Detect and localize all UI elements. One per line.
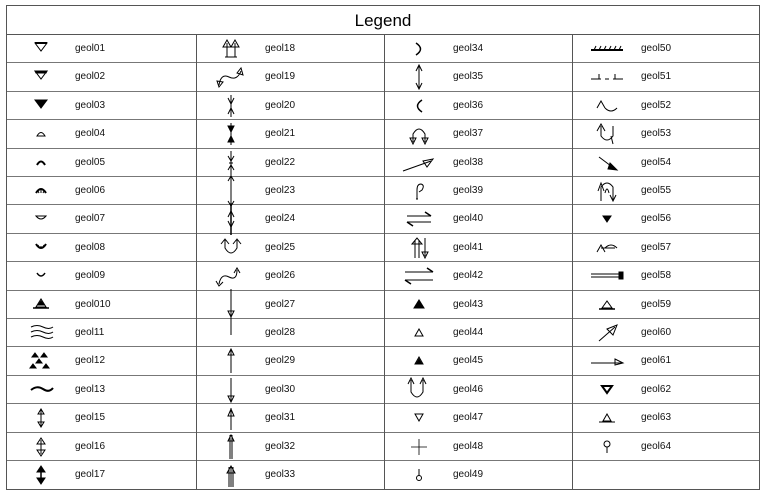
loop-arrows-icon <box>579 179 635 203</box>
legend-entry-label: geol41 <box>453 241 484 253</box>
legend-entry <box>385 433 572 461</box>
legend-entry <box>385 319 572 347</box>
long-double-arrow-icon <box>391 65 447 89</box>
legend-entry <box>197 35 384 63</box>
triangle-base-line-icon <box>579 293 635 317</box>
half-filled-triangle-down-icon <box>13 65 69 89</box>
legend-entry-label: geol03 <box>75 99 106 111</box>
legend-entry <box>197 319 384 347</box>
legend-column-3 <box>384 35 572 489</box>
diagonal-arrow-icon <box>391 151 447 175</box>
tent-on-line-icon <box>13 293 69 317</box>
legend-entry <box>385 177 572 205</box>
legend-entry-label: geol17 <box>75 469 106 480</box>
legend-entry-label: geol11 <box>75 327 105 338</box>
legend-entry-label: geol010 <box>75 298 111 310</box>
legend-entry <box>7 177 196 205</box>
long-line-arrows-icon <box>203 207 259 231</box>
legend-entry-label: geol62 <box>641 383 672 395</box>
legend-entry-label: geol64 <box>641 440 672 452</box>
diagonal-down-arrow-icon <box>579 151 635 175</box>
legend-entry <box>197 262 384 290</box>
legend-entry <box>573 63 759 91</box>
legend-entry <box>7 120 196 148</box>
legend-entry-label: geol31 <box>265 412 296 424</box>
legend-entry <box>197 291 384 319</box>
legend-entry <box>7 319 196 347</box>
legend-entry-label: geol12 <box>75 355 106 367</box>
legend-entry <box>573 205 759 233</box>
u-turn-arrows-icon <box>391 378 447 402</box>
legend-entry <box>385 262 572 290</box>
legend-entry-label: geol39 <box>453 185 484 196</box>
legend-entry <box>7 149 196 177</box>
arrow-up-double-line-icon <box>203 435 259 459</box>
open-triangle-up-icon <box>391 321 447 345</box>
legend-entry <box>197 433 384 461</box>
legend-column-2 <box>196 35 384 489</box>
legend-entry <box>7 92 196 120</box>
legend-entry <box>573 404 759 432</box>
legend-entry <box>197 149 384 177</box>
legend-entry-label: geol05 <box>75 156 106 168</box>
legend-entry-label: geol33 <box>265 469 296 480</box>
open-triangle-down-icon <box>13 37 69 61</box>
wave-line-icon <box>13 378 69 402</box>
legend-entry-label: geol01 <box>75 43 106 54</box>
legend-entry-label: geol63 <box>641 412 672 424</box>
scattered-triangles-icon <box>13 349 69 373</box>
legend-entry <box>197 177 384 205</box>
right-arrow-line-icon <box>579 349 635 373</box>
tick-arrows-icon <box>203 151 259 175</box>
triangle-curve-icon <box>579 236 635 260</box>
filled-triangle-up-icon <box>391 293 447 317</box>
legend-entry-label: geol61 <box>641 355 672 367</box>
legend-entry <box>7 63 196 91</box>
legend-entry <box>385 234 572 262</box>
legend-entry <box>573 347 759 375</box>
legend-entry-label: geol46 <box>453 383 484 395</box>
legend-entry <box>7 291 196 319</box>
legend-entry-label: geol26 <box>265 270 296 282</box>
small-arc-up-icon <box>13 122 69 146</box>
legend-entry <box>197 404 384 432</box>
legend-entry-label: geol19 <box>265 71 296 83</box>
legend-entry <box>197 376 384 404</box>
legend-entry-label: geol58 <box>641 270 672 282</box>
legend-entry-label: geol16 <box>75 440 106 452</box>
legend-entry-label: geol27 <box>265 298 296 310</box>
legend-entry-label: geol32 <box>265 440 296 452</box>
legend-entry <box>573 319 759 347</box>
legend-entry <box>7 461 196 489</box>
right-left-arrows-icon <box>391 264 447 288</box>
legend-entry-label: geol06 <box>75 185 106 196</box>
triangle-wave-icon <box>579 94 635 118</box>
legend-entry <box>385 347 572 375</box>
filled-double-arrow-vertical-icon <box>13 463 69 487</box>
cross-plus-icon <box>391 435 447 459</box>
legend-entry-label: geol56 <box>641 213 672 225</box>
dashed-tick-line-icon <box>579 65 635 89</box>
legend-entry <box>573 120 759 148</box>
legend-entry-label: geol51 <box>641 71 672 83</box>
filled-triangle-down-icon <box>13 94 69 118</box>
u-turn-up-icon <box>579 122 635 146</box>
legend-entry-label: geol48 <box>453 440 484 452</box>
legend-entry-label: geol28 <box>265 327 296 338</box>
legend-entry <box>197 347 384 375</box>
legend-entry-label: geol13 <box>75 383 106 395</box>
open-double-arrow-vertical-icon <box>13 435 69 459</box>
legend-entry <box>197 120 384 148</box>
legend-entry <box>197 234 384 262</box>
legend-entry <box>7 347 196 375</box>
up-down-arrow-pair-icon <box>391 236 447 260</box>
legend-grid <box>7 35 759 489</box>
legend-entry-label: geol04 <box>75 128 106 140</box>
legend-entry <box>7 35 196 63</box>
tall-line-arrow-icon <box>203 293 259 317</box>
legend-entry-label: geol09 <box>75 270 106 282</box>
arch-arrows-icon <box>391 122 447 146</box>
legend-entry <box>573 461 759 489</box>
legend-entry-label: geol47 <box>453 412 484 424</box>
thick-arc-up-icon <box>13 151 69 175</box>
legend-entry-label: geol23 <box>265 185 296 196</box>
legend-entry-label: geol60 <box>641 327 672 338</box>
hatched-semicircle-down-icon <box>13 236 69 260</box>
legend-entry-label: geol50 <box>641 43 672 54</box>
filled-opposed-arrows-icon <box>203 122 259 146</box>
legend-entry <box>7 376 196 404</box>
legend-entry-label: geol29 <box>265 355 296 367</box>
arrow-down-line-icon <box>203 378 259 402</box>
legend-entry-label: geol49 <box>453 469 484 480</box>
legend-entry-label: geol08 <box>75 241 106 253</box>
legend-title: Legend <box>7 6 759 35</box>
legend-entry <box>573 433 759 461</box>
legend-entry <box>197 205 384 233</box>
triangle-on-line-icon <box>579 406 635 430</box>
legend-entry-label: geol24 <box>265 213 296 225</box>
long-opposed-arrows-icon <box>203 179 259 203</box>
legend-entry-label: geol36 <box>453 99 484 111</box>
legend-entry-label: geol55 <box>641 185 672 196</box>
legend-entry <box>385 205 572 233</box>
legend-entry <box>573 92 759 120</box>
legend-entry <box>573 291 759 319</box>
legend-entry-label: geol43 <box>453 298 484 310</box>
right-bracket-arc-icon <box>391 37 447 61</box>
legend-entry <box>197 461 384 489</box>
legend-entry-label: geol45 <box>453 355 484 367</box>
legend-entry-label: geol38 <box>453 156 484 168</box>
legend-entry <box>573 177 759 205</box>
legend-entry <box>7 433 196 461</box>
legend-entry-label: geol21 <box>265 128 296 140</box>
legend-entry <box>573 35 759 63</box>
legend-column-1 <box>7 35 196 489</box>
left-bracket-arc-icon <box>391 94 447 118</box>
legend-entry-label: geol44 <box>453 327 484 338</box>
arrow-up-triple-icon <box>203 463 259 487</box>
legend-entry-label: geol53 <box>641 128 672 140</box>
legend-entry-label: geol18 <box>265 43 296 54</box>
legend-entry <box>385 63 572 91</box>
legend-entry-label: geol30 <box>265 383 296 395</box>
legend-entry-label: geol22 <box>265 156 296 168</box>
legend-column-4 <box>572 35 759 489</box>
legend-entry <box>385 120 572 148</box>
legend-entry-label: geol07 <box>75 213 106 225</box>
hook-symbol-icon <box>391 179 447 203</box>
legend-entry-label: geol15 <box>75 412 106 424</box>
hatched-arc-up-icon <box>13 179 69 203</box>
legend-panel <box>6 5 760 490</box>
legend-entry <box>7 234 196 262</box>
open-semicircle-down-icon <box>13 207 69 231</box>
pin-icon <box>579 435 635 459</box>
legend-entry <box>7 404 196 432</box>
filled-small-triangle-down-icon <box>579 207 635 231</box>
legend-entry <box>573 376 759 404</box>
legend-entry <box>7 205 196 233</box>
legend-entry-label: geol35 <box>453 71 484 83</box>
tall-line-icon <box>203 321 259 345</box>
legend-entry <box>7 262 196 290</box>
legend-entry <box>573 262 759 290</box>
open-triangle-down-small-icon <box>391 406 447 430</box>
legend-entry-label: geol34 <box>453 43 484 54</box>
legend-entry-label: geol54 <box>641 156 672 168</box>
arrow-up-line-icon <box>203 349 259 373</box>
wavy-lines-icon <box>13 321 69 345</box>
legend-entry-label: geol25 <box>265 241 296 253</box>
legend-entry <box>385 376 572 404</box>
legend-entry-label: geol57 <box>641 241 672 253</box>
legend-entry-label: geol59 <box>641 298 672 310</box>
opposed-arrows-icon <box>203 94 259 118</box>
legend-entry <box>385 35 572 63</box>
hatched-bar-icon <box>579 37 635 61</box>
legend-entry <box>197 63 384 91</box>
legend-entry <box>197 92 384 120</box>
legend-entry-label: geol37 <box>453 128 484 140</box>
legend-entry <box>385 404 572 432</box>
s-curve-arrows-icon <box>203 65 259 89</box>
legend-entry-label: geol42 <box>453 270 484 282</box>
s-curve-open-arrows-icon <box>203 264 259 288</box>
bold-triangle-down-icon <box>579 378 635 402</box>
small-arc-down-icon <box>13 264 69 288</box>
half-triangle-up-icon <box>391 349 447 373</box>
legend-entry <box>385 461 572 489</box>
legend-entry <box>573 149 759 177</box>
legend-entry <box>385 291 572 319</box>
stem-circle-icon <box>391 463 447 487</box>
legend-entry <box>385 92 572 120</box>
arrow-up-open-icon <box>203 406 259 430</box>
u-turn-down-icon <box>203 236 259 260</box>
double-arrow-vertical-icon <box>13 406 69 430</box>
legend-entry <box>573 234 759 262</box>
double-line-bar-icon <box>579 264 635 288</box>
diagonal-up-arrow-icon <box>579 321 635 345</box>
opposed-horizontal-arrows-icon <box>391 207 447 231</box>
legend-entry-label: geol40 <box>453 213 484 225</box>
legend-entry-label: geol02 <box>75 71 106 83</box>
legend-entry <box>385 149 572 177</box>
double-up-arrows-icon <box>203 37 259 61</box>
legend-entry-label: geol52 <box>641 99 672 111</box>
legend-entry-label: geol20 <box>265 99 296 111</box>
